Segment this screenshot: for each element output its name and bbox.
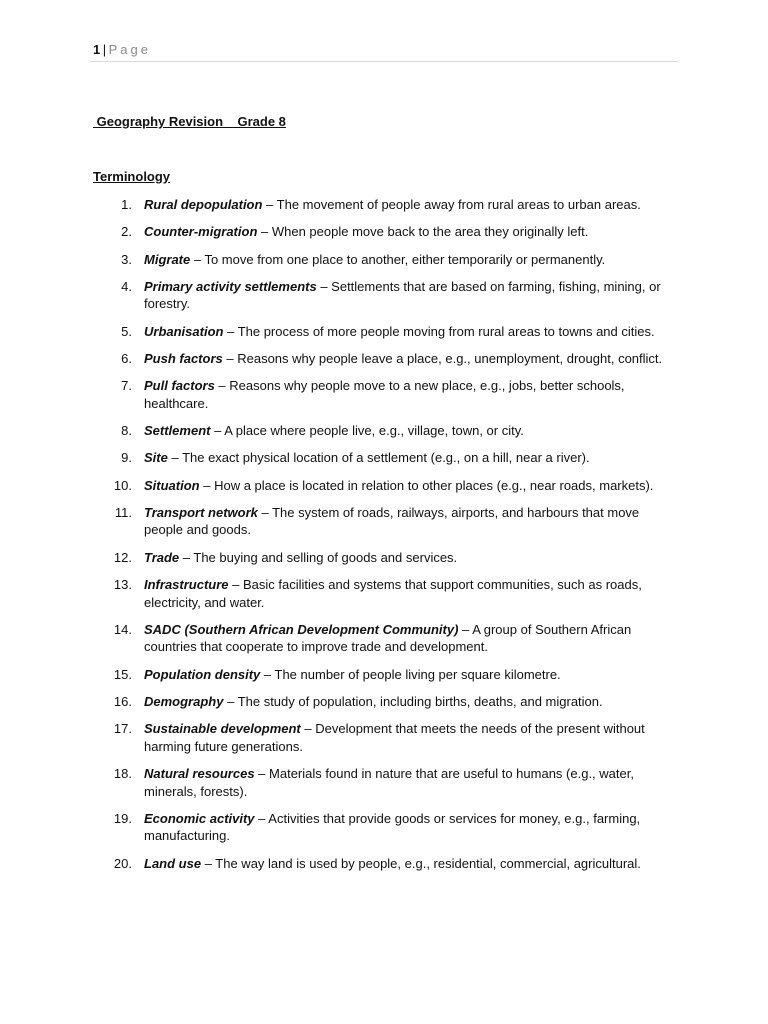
term-item	[110, 621, 675, 656]
terminology-list	[110, 196, 675, 882]
term-name: Demography	[144, 693, 224, 709]
term-separator: –	[260, 666, 275, 682]
term-separator: –	[190, 251, 205, 267]
term-separator: –	[458, 621, 473, 637]
term-item	[110, 576, 675, 611]
header-divider	[90, 61, 678, 62]
term-number: 13.	[113, 577, 132, 593]
term-name: Settlement	[144, 423, 211, 439]
term-definition: The system of roads, railways, airports, and harbours that move people and goods.	[144, 504, 640, 538]
term-definition: When people move back to the area they originally left.	[271, 224, 589, 240]
page-number: 1	[93, 42, 101, 57]
term-number: 3.	[121, 251, 132, 267]
term-name: Push factors	[144, 350, 223, 366]
term-name: Rural depopulation	[144, 197, 263, 212]
term-item	[110, 278, 675, 313]
term-definition: The movement of people away from rural areas to urban areas.	[276, 197, 641, 212]
term-definition: The study of population, including births, deaths, and migration.	[237, 693, 603, 709]
term-number: 12.	[113, 549, 132, 565]
term-number: 20.	[113, 855, 132, 871]
term-separator: –	[179, 549, 194, 565]
term-number: 2.	[121, 224, 132, 240]
page-separator: |	[102, 42, 107, 57]
term-number: 16.	[113, 693, 132, 709]
term-number: 8.	[121, 423, 132, 439]
term-item	[110, 422, 675, 440]
term-name: SADC (Southern African Development Community)	[144, 621, 459, 637]
term-number: 14.	[113, 621, 132, 637]
term-definition: To move from one place to another, either temporarily or permanently.	[204, 251, 606, 267]
term-name: Primary activity settlements	[144, 278, 317, 294]
term-item	[110, 377, 675, 412]
term-definition: The process of more people moving from rural areas to towns and cities.	[237, 323, 655, 339]
term-separator: –	[210, 423, 225, 439]
term-name: Site	[144, 450, 168, 466]
term-definition: Reasons why people leave a place, e.g., unemployment, drought, conflict.	[237, 350, 663, 366]
term-definition: Reasons why people move to a new place, e.g., jobs, better schools, healthcare.	[144, 378, 625, 411]
term-item	[110, 720, 675, 755]
section-heading: Terminology	[93, 169, 171, 184]
term-name: Counter-migration	[144, 224, 258, 240]
term-number: 5.	[121, 323, 132, 339]
term-name: Migrate	[144, 251, 191, 267]
term-item	[110, 549, 675, 567]
term-number: 17.	[113, 721, 132, 737]
term-number: 4.	[121, 278, 132, 294]
term-number: 15.	[113, 666, 132, 682]
term-item	[110, 223, 675, 241]
page-header	[93, 42, 151, 57]
term-definition: A group of Southern African countries that cooperate to improve trade and development.	[144, 621, 632, 655]
term-number: 9.	[121, 450, 132, 466]
term-name: Economic activity	[144, 810, 255, 826]
term-number: 18.	[113, 766, 132, 782]
term-separator: –	[257, 224, 272, 240]
term-item	[110, 449, 675, 467]
term-definition: Activities that provide goods or services for money, e.g., farming, manufacturing.	[144, 810, 641, 844]
term-name: Pull factors	[144, 378, 215, 394]
document-title: Geography Revision Grade 8	[93, 114, 286, 129]
term-item	[110, 323, 675, 341]
term-name: Natural resources	[144, 766, 255, 782]
term-definition: Settlements that are based on farming, fishing, mining, or forestry.	[144, 278, 661, 312]
term-separator: –	[254, 766, 270, 782]
term-number: 11.	[114, 504, 132, 520]
term-item	[110, 251, 675, 269]
term-separator: –	[254, 810, 269, 826]
page-label: Page	[108, 42, 151, 57]
term-item	[110, 350, 675, 368]
term-name: Situation	[144, 477, 200, 493]
term-name: Population density	[144, 666, 261, 682]
term-separator: –	[214, 378, 230, 394]
term-name: Infrastructure	[144, 577, 229, 593]
term-separator: –	[228, 577, 243, 593]
term-number: 6.	[121, 350, 132, 366]
term-item	[110, 693, 675, 711]
term-separator: –	[300, 721, 316, 737]
term-definition: The number of people living per square kilometre.	[274, 666, 561, 682]
term-item	[110, 855, 675, 873]
term-definition: Basic facilities and systems that support communities, such as roads, electricity, and water.	[144, 577, 642, 610]
term-item	[110, 765, 675, 800]
term-item	[110, 196, 675, 214]
term-definition: The buying and selling of goods and services.	[193, 549, 458, 565]
term-separator: –	[262, 197, 277, 212]
term-separator: –	[257, 504, 273, 520]
term-separator: –	[199, 477, 215, 493]
term-separator: –	[223, 323, 238, 339]
term-definition: Development that meets the needs of the present without harming future generations.	[144, 721, 645, 754]
term-separator: –	[316, 278, 332, 294]
term-definition: A place where people live, e.g., village, town, or city.	[224, 423, 524, 439]
term-definition: How a place is located in relation to other places (e.g., near roads, markets).	[214, 477, 654, 493]
term-name: Land use	[144, 855, 202, 871]
term-number: 19.	[113, 810, 132, 826]
term-item	[110, 810, 675, 845]
term-number: 1.	[121, 197, 132, 212]
term-separator: –	[167, 450, 183, 466]
term-number: 10.	[113, 477, 132, 493]
term-item	[110, 504, 675, 539]
term-number: 7.	[121, 378, 132, 394]
term-item	[110, 477, 675, 495]
term-name: Transport network	[144, 504, 258, 520]
term-item	[110, 666, 675, 684]
term-name: Urbanisation	[144, 323, 224, 339]
term-name: Sustainable development	[144, 721, 301, 737]
term-definition: The exact physical location of a settlement (e.g., on a hill, near a river).	[182, 450, 590, 466]
term-definition: Materials found in nature that are useful to humans (e.g., water, minerals, forests).	[144, 766, 634, 799]
term-definition: The way land is used by people, e.g., residential, commercial, agricultural.	[215, 855, 641, 871]
term-separator: –	[222, 350, 238, 366]
term-name: Trade	[144, 549, 180, 565]
term-separator: –	[201, 855, 216, 871]
term-separator: –	[223, 693, 238, 709]
